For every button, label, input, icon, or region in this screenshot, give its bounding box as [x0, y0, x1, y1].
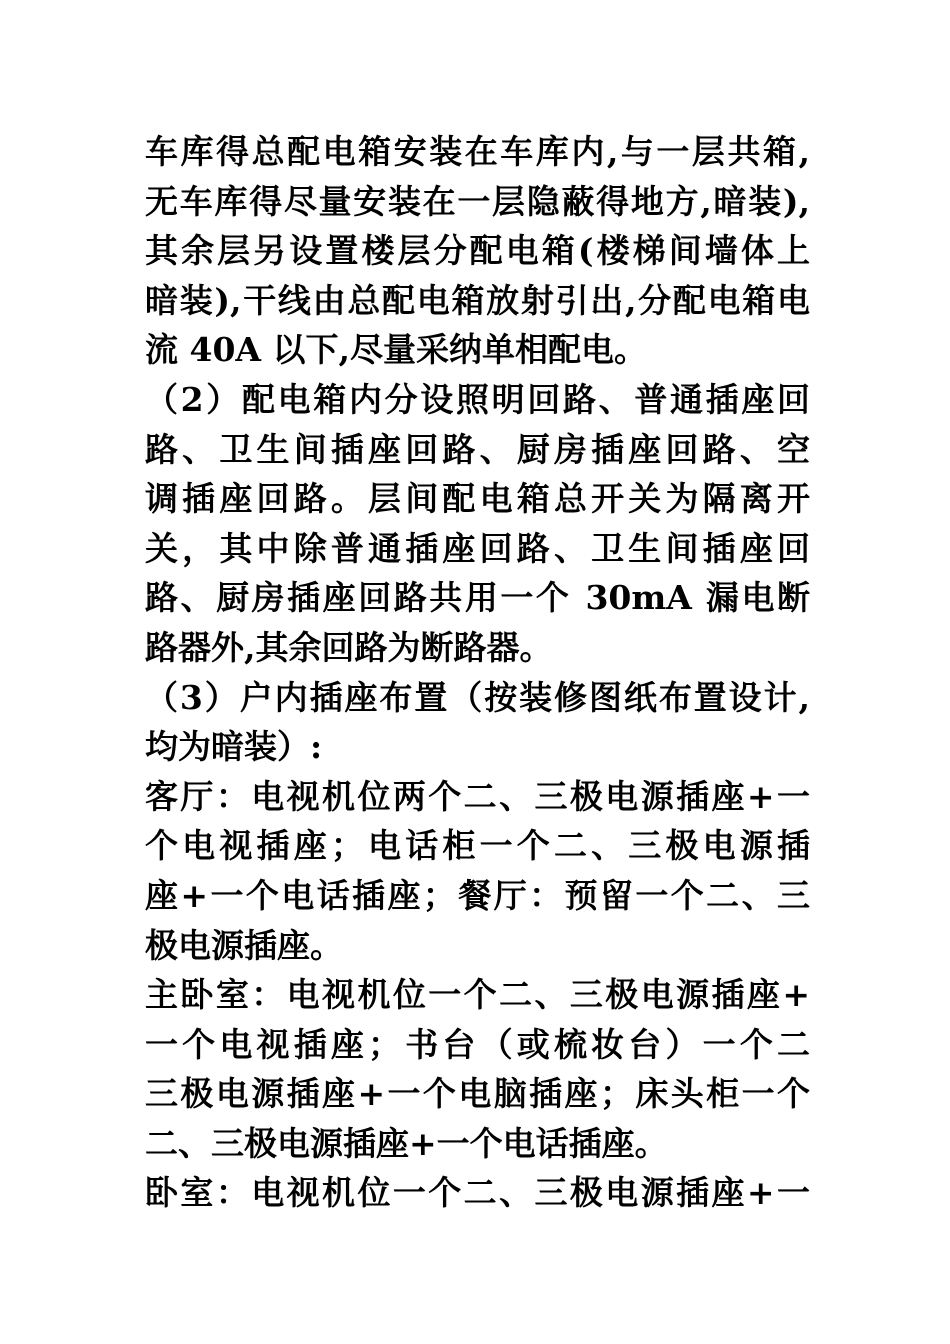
- text-line: 三极电源插座+一个电脑插座；床头柜一个: [145, 1074, 810, 1114]
- text-line: 主卧室：电视机位一个二、三极电源插座+: [145, 975, 810, 1015]
- text-line: 路器外,其余回路为断路器。: [145, 627, 553, 667]
- text-line: （3）户内插座布置（按装修图纸布置设计,: [145, 677, 810, 717]
- text-line: 调插座回路。层间配电箱总开关为隔离开: [145, 479, 810, 519]
- text-line: 个电视插座；电话柜一个二、三极电源插: [145, 826, 810, 866]
- text-line: 座+一个电话插座；餐厅：预留一个二、三: [145, 875, 810, 915]
- text-line: 均为暗装）:: [145, 727, 323, 767]
- text-line: 暗装),干线由总配电箱放射引出,分配电箱电: [145, 280, 810, 320]
- text-line: 其余层另设置楼层分配电箱(楼梯间墙体上: [145, 231, 810, 271]
- text-line: 流 40A 以下,尽量采纳单相配电。: [145, 330, 647, 370]
- text-line: 无车库得尽量安装在一层隐蔽得地方,暗装),: [145, 181, 810, 221]
- text-line: 卧室：电视机位一个二、三极电源插座+一: [145, 1173, 810, 1213]
- text-line: 路、卫生间插座回路、厨房插座回路、空: [145, 429, 810, 469]
- text-line: （2）配电箱内分设照明回路、普通插座回: [145, 379, 810, 419]
- text-line: 二、三极电源插座+一个电话插座。: [145, 1123, 668, 1163]
- text-line: 极电源插座。: [145, 925, 343, 965]
- text-line: 一个电视插座；书台（或梳妆台）一个二: [145, 1024, 810, 1064]
- text-line: 关，其中除普通插座回路、卫生间插座回: [145, 528, 810, 568]
- body-text: [145, 127, 810, 1218]
- text-line: 客厅：电视机位两个二、三极电源插座+一: [145, 776, 810, 816]
- text-line: 路、厨房插座回路共用一个 30mA 漏电断: [145, 578, 810, 618]
- text-line: 车库得总配电箱安装在车库内,与一层共箱,: [145, 132, 810, 171]
